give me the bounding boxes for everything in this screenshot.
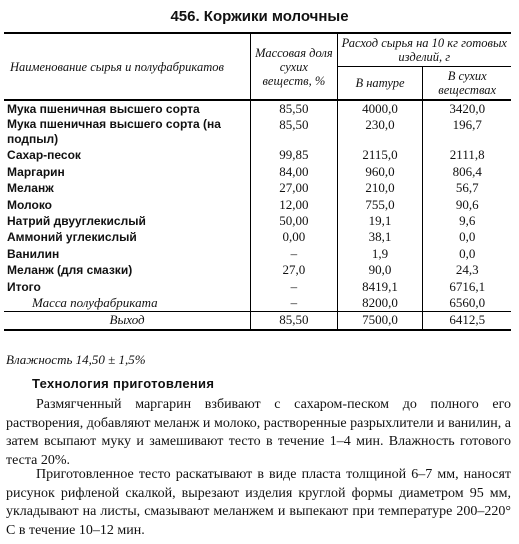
ingredient-name: Мука пшеничная высшего сорта (на подпыл) (7, 117, 221, 147)
ingredient-name: Маргарин (7, 164, 65, 179)
table-row (4, 246, 511, 262)
mass-fraction: – (251, 295, 337, 312)
table-row (4, 197, 511, 213)
natural-amount: 755,0 (337, 197, 423, 213)
table-row (4, 213, 511, 229)
natural-amount: 2115,0 (337, 147, 423, 163)
table-row (4, 295, 511, 312)
ingredient-name: Масса полуфабриката (32, 295, 158, 311)
mass-fraction: 84,00 (251, 164, 337, 180)
ingredient-name: Меланж (7, 181, 54, 196)
humidity-note: Влажность 14,50 ± 1,5% (6, 352, 146, 367)
natural-amount: 210,0 (337, 180, 423, 196)
natural-amount: 7500,0 (337, 312, 423, 330)
natural-amount: 960,0 (337, 164, 423, 180)
dry-amount: 3420,0 (423, 100, 511, 117)
dry-amount: 90,6 (423, 197, 511, 213)
mass-fraction: 85,50 (251, 312, 337, 330)
natural-amount: 8419,1 (337, 279, 423, 295)
dry-amount: 9,6 (423, 213, 511, 229)
ingredients-table (4, 32, 511, 331)
dry-amount: 2111,8 (423, 147, 511, 163)
output-label: Выход (4, 312, 251, 330)
dry-amount: 196,7 (423, 117, 511, 147)
ingredient-name: Молоко (7, 197, 52, 212)
mass-fraction: – (251, 279, 337, 295)
mass-fraction: 99,85 (251, 147, 337, 163)
ingredient-name: Аммоний углекислый (7, 230, 137, 245)
natural-amount: 8200,0 (337, 295, 423, 312)
table-row (4, 180, 511, 196)
mass-fraction: 85,50 (251, 117, 337, 147)
recipe-title: 456. Коржики молочные (170, 8, 349, 25)
header-name: Наименование сырья и полуфабрикатов (4, 33, 251, 100)
natural-amount: 230,0 (337, 117, 423, 147)
ingredient-name: Ванилин (7, 246, 60, 261)
header-consumption: Расход сырья на 10 кг готовых изделий, г (337, 33, 511, 67)
technology-paragraph: Приготовленное тесто раскатывают в виде пласта толщиной 6–7 мм, наносят рисунок рифленой скалкой, вырезают изделия круглой формы диаметром 95 мм, укладывают на листы, смазывают меланжем и выпекают при температуре 200–220° С в течение 10–12 мин. (6, 467, 511, 538)
table-row (4, 164, 511, 180)
dry-amount: 0,0 (423, 246, 511, 262)
dry-amount: 24,3 (423, 262, 511, 278)
dry-amount: 0,0 (423, 229, 511, 245)
header-dry: В сухих веществах (423, 67, 511, 101)
table-row (4, 262, 511, 278)
table-row (4, 117, 511, 147)
dry-amount: 6716,1 (423, 279, 511, 295)
dry-amount: 806,4 (423, 164, 511, 180)
output-row (4, 312, 511, 330)
natural-amount: 4000,0 (337, 100, 423, 117)
dry-amount: 6412,5 (423, 312, 511, 330)
ingredient-name: Сахар-песок (7, 148, 81, 163)
mass-fraction: 85,50 (251, 100, 337, 117)
header-mass-fraction: Массовая доля сухих веществ, % (251, 33, 337, 100)
table-row (4, 279, 511, 295)
dry-amount: 56,7 (423, 180, 511, 196)
table-row (4, 147, 511, 163)
natural-amount: 38,1 (337, 229, 423, 245)
mass-fraction: 27,00 (251, 180, 337, 196)
mass-fraction: 27,0 (251, 262, 337, 278)
mass-fraction: 50,00 (251, 213, 337, 229)
mass-fraction: 0,00 (251, 229, 337, 245)
natural-amount: 19,1 (337, 213, 423, 229)
table-row (4, 229, 511, 245)
dry-amount: 6560,0 (423, 295, 511, 312)
mass-fraction: 12,00 (251, 197, 337, 213)
ingredient-name: Натрий двууглекислый (7, 214, 146, 229)
natural-amount: 90,0 (337, 262, 423, 278)
ingredient-name: Меланж (для смазки) (7, 263, 133, 278)
mass-fraction: – (251, 246, 337, 262)
ingredient-name: Итого (7, 279, 41, 294)
natural-amount: 1,9 (337, 246, 423, 262)
ingredient-name: Мука пшеничная высшего сорта (7, 102, 200, 116)
table-row (4, 100, 511, 117)
header-natural: В натуре (337, 67, 423, 101)
technology-heading: Технология приготовления (32, 376, 215, 391)
technology-paragraph: Размягченный маргарин взбивают с сахаром-песком до полного его растворения, добавляют меланж и молоко, растворенные разрыхлители и ванилин, а затем всыпают муку и замешивают тесто в течение 1–4 мин. Влажность готового теста 20%. (6, 397, 511, 468)
